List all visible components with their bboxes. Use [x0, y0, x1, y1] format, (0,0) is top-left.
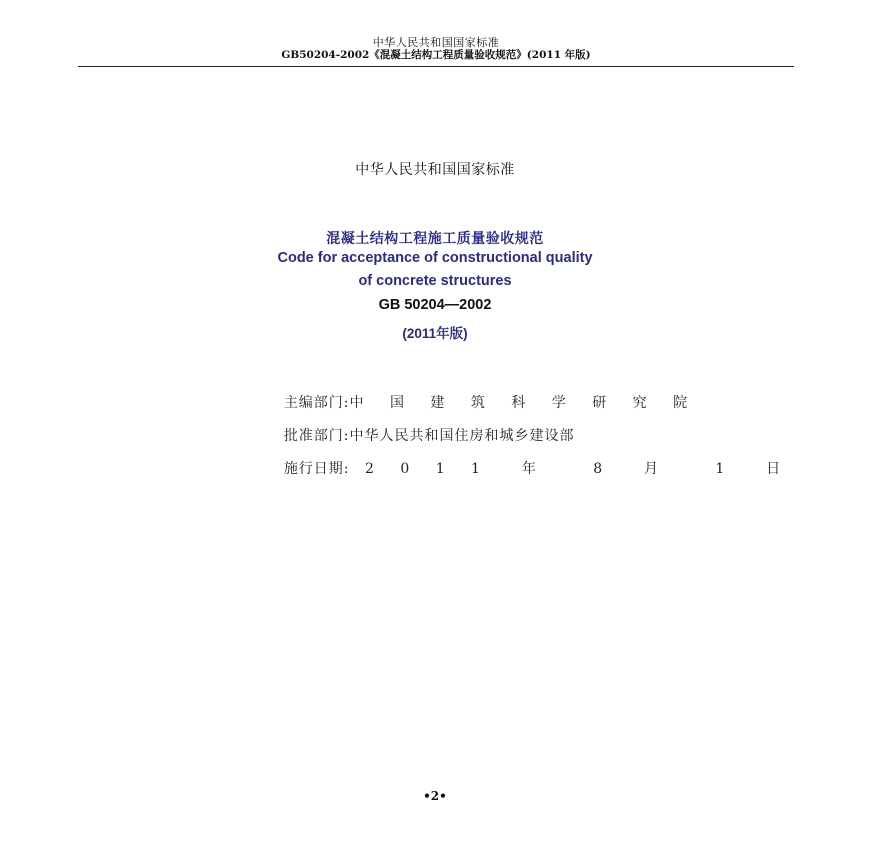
standard-number: GB 50204—2002	[378, 297, 492, 313]
running-header	[78, 36, 794, 62]
header-standard-title: GB50204-2002《混凝土结构工程质量验收规范》(2011 年版)	[281, 49, 591, 61]
header-standard-type: 中华人民共和国国家标准	[372, 36, 500, 49]
national-standard-heading: 中华人民共和国国家标准	[355, 162, 515, 178]
edition-label: (2011年版)	[402, 326, 468, 341]
header-divider	[78, 66, 794, 67]
effective-date-label: 施行日期:	[283, 461, 350, 477]
title-english-line1: Code for acceptance of constructional quality	[277, 250, 593, 266]
effective-date-row	[266, 442, 791, 494]
approval-label: 批准部门:	[283, 428, 350, 444]
approval-value: 中华人民共和国住房和城乡建设部	[349, 428, 575, 444]
title-english-line2: of concrete structures	[358, 273, 512, 289]
title-chinese: 混凝土结构工程施工质量验收规范	[326, 231, 544, 247]
effective-date-value: 2 0 1 1 年 8 月 1 日	[349, 461, 792, 477]
page-number: •2•	[423, 789, 447, 803]
chief-editor-value: 中 国 建 筑 科 学 研 究 院	[349, 395, 699, 411]
chief-editor-label: 主编部门:	[283, 395, 350, 411]
